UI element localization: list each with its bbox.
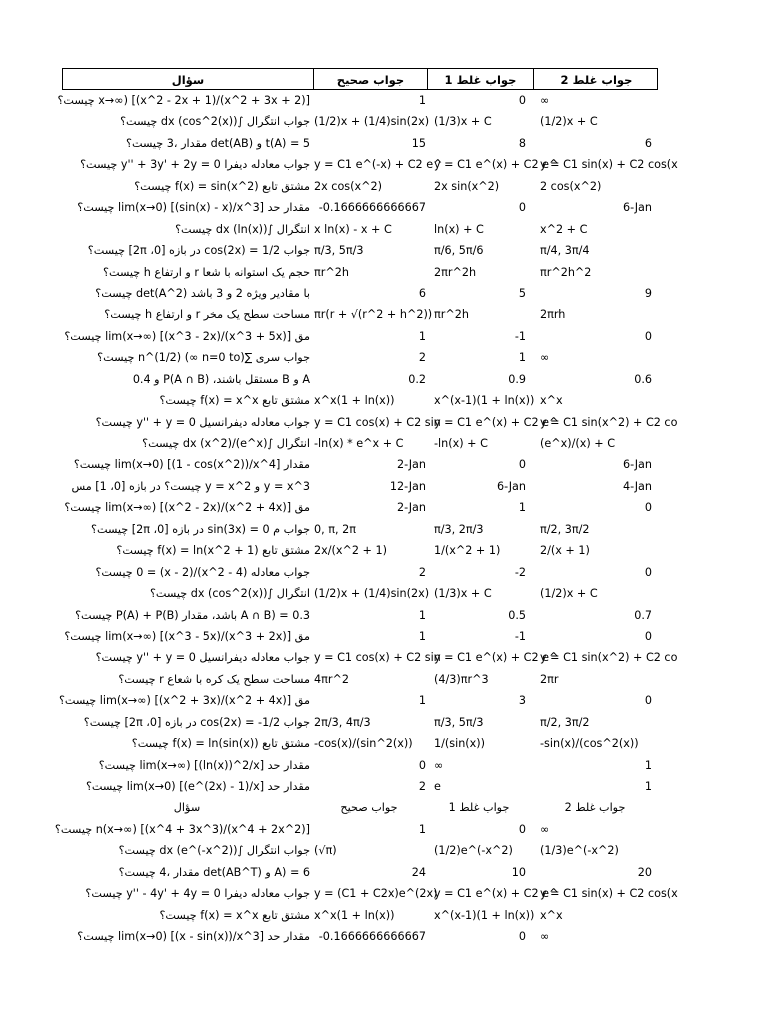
question-cell: انتگرال ∫(cos^2(x)) dx چیست؟	[149, 587, 310, 601]
wrong-answer-2-cell: ∞	[540, 930, 550, 944]
spreadsheet	[54, 68, 678, 948]
table-row	[62, 862, 658, 883]
correct-answer-cell: y = C1 cos(x) + C2 sin	[314, 651, 441, 665]
question-cell: مقدار lim(x→0) [(1 - cos(x^2))/x^4] چیست؟	[73, 458, 310, 472]
question-cell: جواب انتگرال ∫(e^(-x^2)) dx چیست؟	[118, 844, 310, 858]
wrong-answer-2-cell: 2πr	[540, 672, 559, 686]
wrong-answer-1-cell: 8	[518, 136, 526, 150]
wrong-answer-2-cell: 1	[644, 780, 652, 793]
wrong-answer-1-cell: 1	[518, 351, 526, 365]
table-row	[62, 519, 658, 540]
question-cell: جواب cos(2x) = -1/2 در بازه [0، 2π] چیست؟	[83, 715, 310, 729]
wrong-answer-2-cell: (1/3)e^(-x^2)	[540, 844, 619, 858]
wrong-answer-2-cell: y = C1 sin(x^2) + C2 co	[540, 651, 678, 665]
wrong-answer-1-cell: 0	[518, 458, 526, 472]
table-row	[62, 840, 658, 861]
table-row	[62, 369, 658, 390]
wrong-answer-2-cell: 2/(x + 1)	[540, 544, 590, 558]
wrong-answer-1-cell: 0	[518, 201, 526, 215]
question-cell: مق lim(x→∞) [(x^3 - 5x)/(x^3 + 2x)] چیست؟	[64, 629, 310, 643]
repeated-header-row	[62, 797, 658, 818]
table-row	[62, 433, 658, 454]
wrong-answer-1-cell: π/3, 5π/3	[434, 715, 484, 729]
question-cell: t(A) = 5 و det(AB) مقدار ،3 چیست؟	[126, 136, 310, 150]
wrong-answer-1-cell: 1/(sin(x))	[434, 737, 485, 751]
header-wrong-answer-2: جواب غلط 2	[533, 69, 659, 89]
wrong-answer-1-cell: -ln(x) + C	[434, 437, 488, 450]
wrong-answer-1-cell: y = C1 e^(x) + C2 e^	[434, 651, 559, 665]
wrong-answer-2-cell: y = C1 sin(x) + C2 cos(x	[540, 887, 678, 901]
wrong-answer-1-cell: x^(x-1)(1 + ln(x))	[434, 394, 535, 408]
wrong-answer-1-cell: 3	[518, 694, 526, 708]
correct-answer-cell: 0	[418, 758, 426, 772]
question-cell: A ∩ B) = 0.3 باشد، مقدار P(A) + P(B) چیست؟	[75, 608, 310, 622]
table-row	[62, 176, 658, 197]
table-body	[57, 90, 678, 797]
question-cell: با مقادیر ویژه 2 و 3 باشد det(A^2) چیست؟	[95, 286, 310, 300]
header-correct-answer: جواب صحیح	[313, 69, 427, 89]
table-row	[62, 283, 658, 304]
correct-answer-cell: 6	[418, 286, 426, 300]
wrong-answer-2-cell: 1	[644, 758, 652, 772]
question-cell: x→∞) [(x^2 - 2x + 1)/(x^2 + 3x + 2)] چیست؟	[57, 94, 310, 107]
table-row	[62, 347, 658, 368]
correct-answer-cell: 4πr^2	[314, 672, 349, 686]
wrong-answer-1-cell: 0	[518, 930, 526, 944]
wrong-answer-2-cell: π/2, 3π/2	[540, 522, 590, 536]
wrong-answer-2-cell: y = C1 sin(x) + C2 cos(x	[540, 158, 678, 172]
correct-answer-cell: πr^2h	[314, 265, 349, 279]
correct-answer-cell: 2-Jan	[396, 501, 426, 515]
table-row	[62, 133, 658, 154]
question-cell: مق lim(x→∞) [(x^2 + 3x)/(x^2 + 4x)] چیست؟	[58, 694, 310, 708]
table-row	[62, 926, 658, 947]
correct-answer-cell: (√π)	[314, 844, 337, 858]
correct-answer-cell: (1/2)x + (1/4)sin(2x)	[314, 587, 430, 601]
wrong-answer-2-cell: 0	[644, 329, 652, 343]
wrong-answer-2-cell: 4-Jan	[622, 479, 652, 493]
correct-answer-cell: y = C1 e^(-x) + C2 e^	[314, 158, 443, 172]
wrong-answer-1-cell: -2	[514, 565, 526, 579]
wrong-answer-1-cell: 1	[518, 501, 526, 515]
wrong-answer-1-cell: 0.5	[508, 608, 526, 622]
table-row	[62, 669, 658, 690]
correct-answer-cell: 2	[418, 565, 426, 579]
table-row	[62, 647, 678, 668]
table-row	[62, 154, 678, 175]
repeat-header-correct-answer: جواب صحیح	[340, 801, 398, 815]
table-row	[62, 476, 658, 497]
wrong-answer-1-cell: e	[434, 780, 441, 793]
wrong-answer-2-cell: 0	[644, 629, 652, 643]
wrong-answer-2-cell: ∞	[540, 351, 550, 365]
table-row	[62, 497, 658, 518]
repeat-header-wrong-answer-2: جواب غلط 2	[564, 801, 626, 815]
wrong-answer-2-cell: 6-Jan	[622, 201, 652, 215]
correct-answer-cell: 1	[418, 608, 426, 622]
wrong-answer-1-cell: x^(x-1)(1 + ln(x))	[434, 908, 535, 922]
question-cell: حجم یک استوانه با شعا r و ارتفاع h چیست؟	[103, 265, 310, 279]
question-cell: جواب معادله (x^2 - 4)/(x - 2) = 0 چیست؟	[95, 565, 310, 579]
wrong-answer-2-cell: 20	[637, 865, 652, 879]
question-cell: مشتق تابع f(x) = x^x چیست؟	[159, 394, 310, 408]
question-cell: انتگرال ∫(e^x)/(x^2) dx چیست؟	[142, 437, 310, 450]
correct-answer-cell: 2π/3, 4π/3	[314, 715, 371, 729]
table-row	[62, 326, 658, 347]
wrong-answer-1-cell: ∞	[434, 758, 444, 772]
wrong-answer-1-cell: 6-Jan	[496, 479, 526, 493]
wrong-answer-1-cell: πr^2h	[434, 308, 469, 322]
wrong-answer-1-cell: (1/3)x + C	[434, 587, 492, 601]
correct-answer-cell: -0.1666666666667	[318, 201, 426, 215]
wrong-answer-2-cell: 6-Jan	[622, 458, 652, 472]
question-cell: مشتق تابع f(x) = ln(x^2 + 1) چیست؟	[116, 544, 310, 558]
question-cell: جواب م sin(3x) = 0 در بازه [0، 2π] چیست؟	[91, 522, 310, 536]
wrong-answer-2-cell: 9	[644, 286, 652, 300]
wrong-answer-1-cell: (1/2)e^(-x^2)	[434, 844, 513, 858]
table-row	[62, 905, 658, 926]
correct-answer-cell: (1/2)x + (1/4)sin(2x)	[314, 115, 430, 129]
question-cell: مشتق تابع f(x) = ln(sin(x)) چیست؟	[131, 737, 310, 751]
question-cell: A و B مستقل باشند، P(A ∩ B) و 0.4	[132, 372, 310, 386]
question-cell: جواب سری ∑(n=0 to ∞) (1/2)^n چیست؟	[97, 351, 310, 365]
wrong-answer-2-cell: (e^x)/(x) + C	[540, 437, 616, 450]
correct-answer-cell: x ln(x) - x + C	[314, 222, 392, 236]
wrong-answer-2-cell: 2πrh	[540, 308, 566, 322]
header-question: سؤال	[171, 73, 205, 87]
table-row	[62, 240, 658, 261]
wrong-answer-2-cell: y = C1 sin(x^2) + C2 co	[540, 415, 678, 429]
correct-answer-cell: -ln(x) * e^x + C	[314, 437, 404, 450]
question-cell: جواب معادله دیفرانسیل y'' + y = 0 چیست؟	[95, 651, 310, 665]
wrong-answer-1-cell: -1	[514, 329, 526, 343]
wrong-answer-2-cell: x^x	[540, 908, 563, 922]
question-cell: n(x→∞) [(x^4 + 3x^3)/(x^4 + 2x^2)] چیست؟	[54, 822, 310, 836]
question-cell: A) = 6 و det(AB^T) مقدار ،4 چیست؟	[118, 865, 310, 879]
wrong-answer-2-cell: 6	[644, 136, 652, 150]
question-cell: y = x^3 و y = x^2 چیست؟ در بازه [0، 1] مس	[71, 479, 310, 493]
question-cell: جواب معادله دیفرانسیل y'' + y = 0 چیست؟	[95, 415, 310, 429]
wrong-answer-2-cell: 2 cos(x^2)	[540, 179, 602, 193]
wrong-answer-2-cell: (1/2)x + C	[540, 115, 598, 129]
wrong-answer-1-cell: 0	[518, 94, 526, 107]
question-cell: مقدار حد lim(x→0) [(e^(2x) - 1)/x] چیست؟	[85, 780, 310, 793]
question-cell: مساحت سطح یک کره با شعاع r چیست؟	[118, 672, 310, 686]
table-row	[58, 690, 658, 711]
correct-answer-cell: 12-Jan	[389, 479, 426, 493]
repeat-header-wrong-answer-1: جواب غلط 1	[448, 801, 510, 815]
correct-answer-cell: y = C1 cos(x) + C2 sin	[314, 415, 441, 429]
correct-answer-cell: 0.2	[408, 372, 426, 386]
table-row	[62, 712, 658, 733]
table-row	[62, 412, 678, 433]
wrong-answer-2-cell: ∞	[540, 94, 550, 107]
wrong-answer-1-cell: π/3, 2π/3	[434, 522, 484, 536]
correct-answer-cell: 15	[411, 136, 426, 150]
table-row	[62, 262, 658, 283]
correct-answer-cell: 0, π, 2π	[314, 522, 356, 536]
table-row	[62, 111, 658, 132]
table-row	[62, 219, 658, 240]
correct-answer-cell: x^x(1 + ln(x))	[314, 394, 395, 408]
wrong-answer-2-cell: 0.7	[634, 608, 652, 622]
table-row	[62, 562, 658, 583]
wrong-answer-2-cell: (1/2)x + C	[540, 587, 598, 601]
question-cell: انتگرال ∫(ln(x)) dx چیست؟	[175, 222, 310, 236]
table-row	[62, 304, 658, 325]
table-row	[62, 605, 658, 626]
repeat-header-question: سؤال	[173, 801, 201, 815]
question-cell: مشتق تابع f(x) = x^x چیست؟	[159, 908, 310, 922]
question-cell: مقدار حد lim(x→0) [(x - sin(x))/x^3] چیست؟	[77, 930, 310, 944]
correct-answer-cell: -cos(x)/(sin^2(x))	[314, 737, 413, 751]
wrong-answer-2-cell: x^2 + C	[540, 222, 588, 236]
wrong-answer-1-cell: -1	[514, 629, 526, 643]
question-cell: مقدار حد lim(x→∞) [(ln(x))^2/x] چیست؟	[98, 758, 310, 772]
wrong-answer-1-cell: 0	[518, 822, 526, 836]
correct-answer-cell: 1	[418, 822, 426, 836]
question-cell: مقدار حد lim(x→0) [(sin(x) - x)/x^3] چیست؟	[77, 201, 310, 215]
wrong-answer-1-cell: 2πr^2h	[434, 265, 477, 279]
wrong-answer-2-cell: 0	[644, 694, 652, 708]
correct-answer-cell: 1	[418, 329, 426, 343]
wrong-answer-2-cell: 0.6	[634, 372, 652, 386]
wrong-answer-1-cell: 1/(x^2 + 1)	[434, 544, 501, 558]
wrong-answer-2-cell: ∞	[540, 822, 550, 836]
question-cell: مق lim(x→∞) [(x^3 - 2x)/(x^3 + 5x)] چیست؟	[64, 329, 310, 343]
correct-answer-cell: 1	[418, 629, 426, 643]
wrong-answer-2-cell: 0	[644, 565, 652, 579]
wrong-answer-2-cell: -sin(x)/(cos^2(x))	[540, 737, 639, 751]
wrong-answer-1-cell: 0.9	[508, 372, 526, 386]
correct-answer-cell: 2	[418, 780, 426, 793]
wrong-answer-1-cell: (1/3)x + C	[434, 115, 492, 129]
question-cell: مشتق تابع f(x) = sin(x^2) چیست؟	[134, 179, 310, 193]
question-cell: جواب معادله دیفرا y'' - 4y' + 4y = 0 چیست؟	[85, 887, 310, 901]
correct-answer-cell: 24	[411, 865, 426, 879]
table-row	[62, 390, 658, 411]
correct-answer-cell: 2-Jan	[396, 458, 426, 472]
table-row	[62, 454, 658, 475]
question-cell: مق lim(x→∞) [(x^2 - 2x)/(x^2 + 4x)] چیست؟	[64, 501, 310, 515]
wrong-answer-1-cell: 10	[511, 865, 526, 879]
wrong-answer-2-cell: 0	[644, 501, 652, 515]
question-cell: جواب cos(2x) = 1/2 در بازه [0، 2π] چیست؟	[87, 244, 310, 258]
correct-answer-cell: 2x cos(x^2)	[314, 179, 382, 193]
correct-answer-cell: π/3, 5π/3	[314, 244, 364, 258]
table-row	[62, 626, 658, 647]
table-row	[62, 883, 678, 904]
wrong-answer-2-cell: x^x	[540, 394, 563, 408]
header-wrong-answer-1: جواب غلط 1	[427, 69, 533, 89]
header-row	[62, 68, 658, 90]
question-cell: جواب معادله دیفرا y'' + 3y' + 2y = 0 چیست؟	[80, 158, 310, 172]
question-cell: مساحت سطح یک مخر r و ارتفاع h چیست؟	[104, 308, 310, 322]
wrong-answer-1-cell: y = C1 e^(x) + C2 e^	[434, 158, 559, 172]
wrong-answer-1-cell: (4/3)πr^3	[434, 672, 489, 686]
table-row	[62, 733, 658, 754]
table-body-2	[54, 819, 678, 948]
wrong-answer-2-cell: πr^2h^2	[540, 265, 592, 279]
wrong-answer-1-cell: 2x sin(x^2)	[434, 179, 500, 193]
correct-answer-cell: -0.1666666666667	[318, 930, 426, 944]
wrong-answer-1-cell: ln(x) + C	[434, 222, 484, 236]
correct-answer-cell: 2	[418, 351, 426, 365]
correct-answer-cell: 2x/(x^2 + 1)	[314, 544, 387, 558]
correct-answer-cell: 1	[418, 94, 426, 107]
table-row	[62, 540, 658, 561]
table-row	[62, 583, 658, 604]
correct-answer-cell: y = (C1 + C2x)e^(2x)	[314, 887, 438, 901]
wrong-answer-1-cell: 5	[518, 286, 526, 300]
wrong-answer-1-cell: y = C1 e^(x) + C2 e^	[434, 887, 559, 901]
correct-answer-cell: x^x(1 + ln(x))	[314, 908, 395, 922]
question-cell: جواب انتگرال ∫(cos^2(x)) dx چیست؟	[120, 115, 310, 129]
table-row	[62, 776, 658, 797]
correct-answer-cell: 1	[418, 694, 426, 708]
wrong-answer-2-cell: π/2, 3π/2	[540, 715, 590, 729]
table-row	[62, 197, 658, 218]
table-row	[57, 90, 658, 111]
correct-answer-cell: πr(r + √(r^2 + h^2))	[314, 308, 433, 322]
wrong-answer-2-cell: π/4, 3π/4	[540, 244, 590, 258]
wrong-answer-1-cell: π/6, 5π/6	[434, 244, 484, 258]
table-row	[54, 819, 658, 840]
wrong-answer-1-cell: y = C1 e^(x) + C2 e^	[434, 415, 559, 429]
table-row	[62, 755, 658, 776]
